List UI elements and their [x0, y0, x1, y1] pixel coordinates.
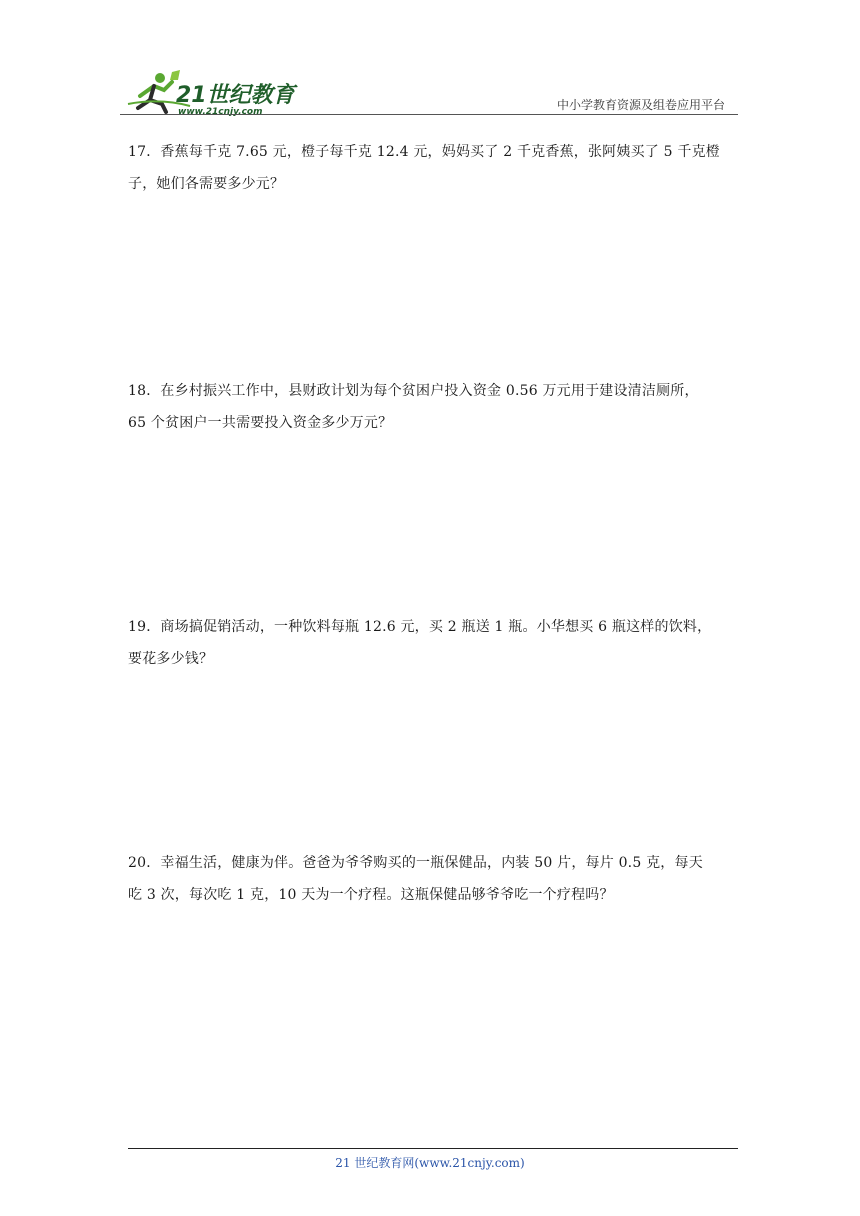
- question-line: 18．在乡村振兴工作中，县财政计划为每个贫困户投入资金 0.56 万元用于建设清洁厕所，: [128, 383, 699, 399]
- question-20: [128, 847, 730, 911]
- question-line: 子，她们各需要多少元？: [128, 176, 285, 192]
- question-17: [128, 136, 730, 200]
- question-line: 20．幸福生活，健康为伴。爸爸为爷爷购买的一瓶保健品，内装 50 片，每片 0.5 克，每天: [128, 855, 703, 871]
- platform-label: 中小学教育资源及组卷应用平台: [556, 98, 725, 112]
- logo-url: www.21cnjy.com: [178, 107, 263, 117]
- question-19: [128, 611, 730, 675]
- question-18: [128, 375, 730, 439]
- question-line: 要花多少钱？: [128, 651, 214, 667]
- logo-text: 21世纪教育: [176, 83, 295, 108]
- question-line: 65 个贫困户一共需要投入资金多少万元？: [128, 415, 393, 431]
- header-divider: [120, 114, 738, 115]
- footer-divider: [128, 1148, 738, 1149]
- site-logo: [120, 68, 300, 118]
- footer-link[interactable]: 21 世纪教育网(www.21cnjy.com): [335, 1156, 525, 1170]
- question-line: 17．香蕉每千克 7.65 元，橙子每千克 12.4 元，妈妈买了 2 千克香蕉，张阿姨买了 5 千克橙: [128, 144, 720, 160]
- question-line: 吃 3 次，每次吃 1 克，10 天为一个疗程。这瓶保健品够爷爷吃一个疗程吗？: [128, 887, 614, 903]
- question-line: 19．商场搞促销活动，一种饮料每瓶 12.6 元，买 2 瓶送 1 瓶。小华想买 6 瓶这样的饮料，: [128, 619, 712, 635]
